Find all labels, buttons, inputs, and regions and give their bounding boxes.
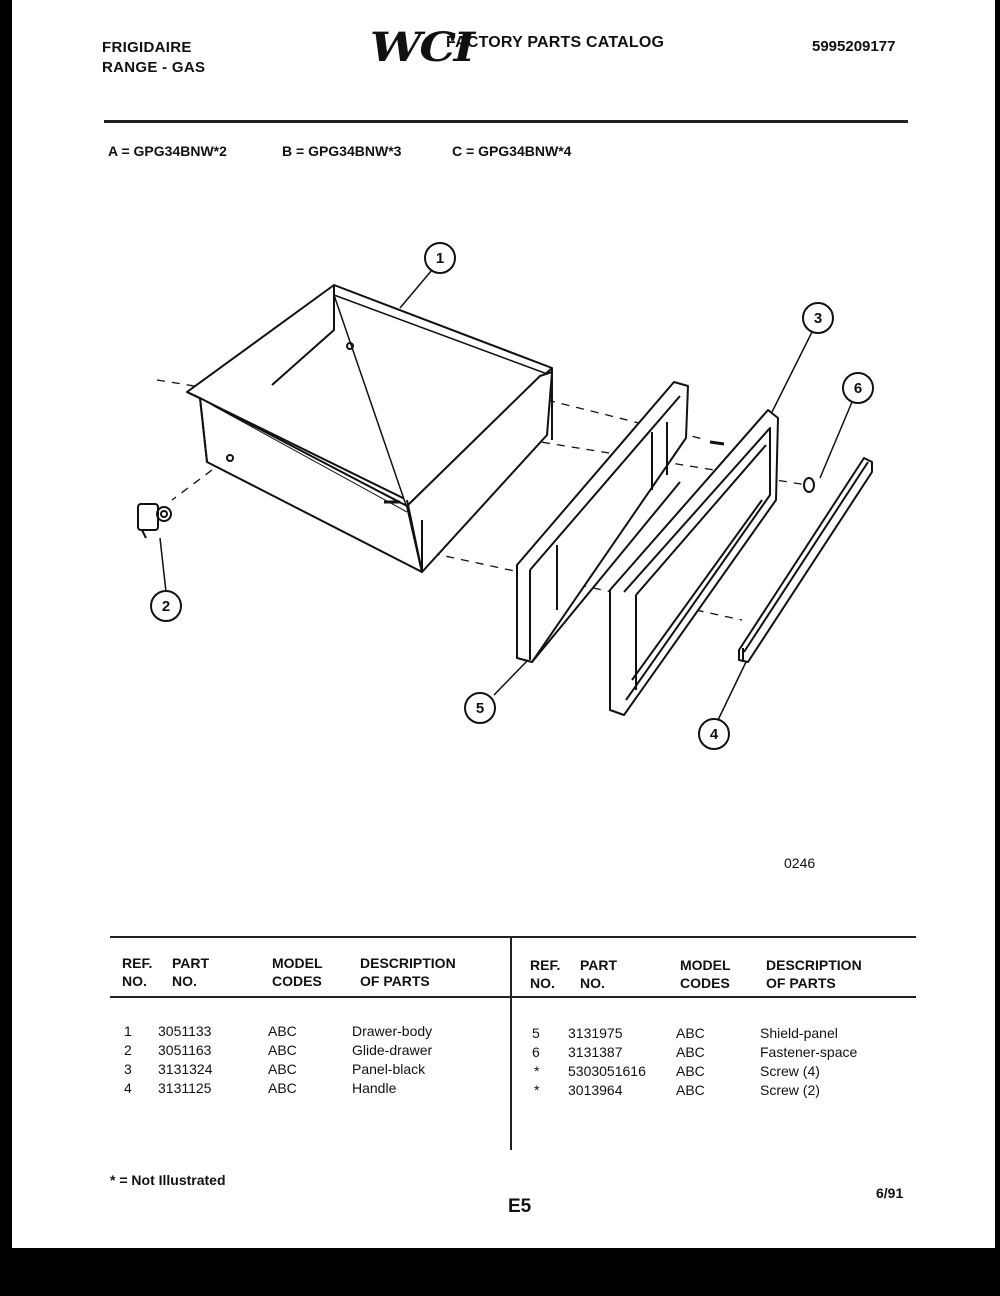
callout-2-label: 2 xyxy=(161,598,171,615)
page-code: E5 xyxy=(508,1196,532,1217)
model-c: C = GPG34BNW*4 xyxy=(452,143,572,159)
header-left xyxy=(102,38,205,78)
catalog-page: FRIGIDAIRE RANGE - GAS WCI FACTORY PARTS CATALOG 5995209177 A = GPG34BNW*2 B = GPG34BNW*3 C = GPG34BNW*4 1 2 3 4 5 6 0246 REF. NO. PART NO. MODEL CODES DESCRIPTION OF PARTS REF. NO. PART NO. MODEL CODES DESCRIPTION OF PARTS 1 3051133 ABC Drawer-body 2 3051163 ABC Glide-drawer 3 3131324 ABC Panel-black 4 3131125 ABC Handle 5 3131975 ABC Shield-panel 6 3131387 ABC Fastener-space * 5303051616 ABC Screw (4) * 3013964 ABC Screw (2) * = Not Illustrated E5 6/91 xyxy=(12,0,995,1248)
right-model-header: MODEL CODES xyxy=(680,957,731,991)
model-a: A = GPG34BNW*2 xyxy=(108,143,227,159)
left-model-header: MODEL CODES xyxy=(272,955,323,989)
header-rule xyxy=(104,120,908,123)
left-ref-header: REF. NO. xyxy=(122,955,153,989)
right-part-header: PART NO. xyxy=(580,957,618,991)
catalog-number: 5995209177 xyxy=(812,38,896,55)
not-illustrated-note: * = Not Illustrated xyxy=(110,1172,226,1188)
drawer-body-drawing xyxy=(187,285,552,572)
table-header-rule xyxy=(110,996,916,998)
table-top-rule xyxy=(110,936,916,938)
catalog-title: FACTORY PARTS CATALOG xyxy=(446,34,665,51)
callout-4-label: 4 xyxy=(709,726,719,743)
figure-code: 0246 xyxy=(784,855,816,871)
right-ref-header: REF. NO. xyxy=(530,957,561,991)
glide-drawing xyxy=(138,504,171,538)
fastener-spacer-drawing xyxy=(804,478,814,492)
table-column-divider xyxy=(510,938,512,1150)
exploded-diagram xyxy=(12,200,995,900)
callout-5-label: 5 xyxy=(475,700,485,717)
callout-1-label: 1 xyxy=(435,250,445,267)
callout-3-label: 3 xyxy=(813,310,823,327)
product-type: RANGE - GAS xyxy=(102,59,206,76)
left-desc-header: DESCRIPTION OF PARTS xyxy=(360,955,456,989)
wci-logo: WCI xyxy=(370,24,473,71)
revision-date: 6/91 xyxy=(876,1185,904,1201)
left-part-header: PART NO. xyxy=(172,955,210,989)
model-b: B = GPG34BNW*3 xyxy=(282,143,402,159)
brand-name: FRIGIDAIRE xyxy=(102,39,192,56)
callout-6-label: 6 xyxy=(853,380,863,397)
right-desc-header: DESCRIPTION OF PARTS xyxy=(766,957,862,991)
